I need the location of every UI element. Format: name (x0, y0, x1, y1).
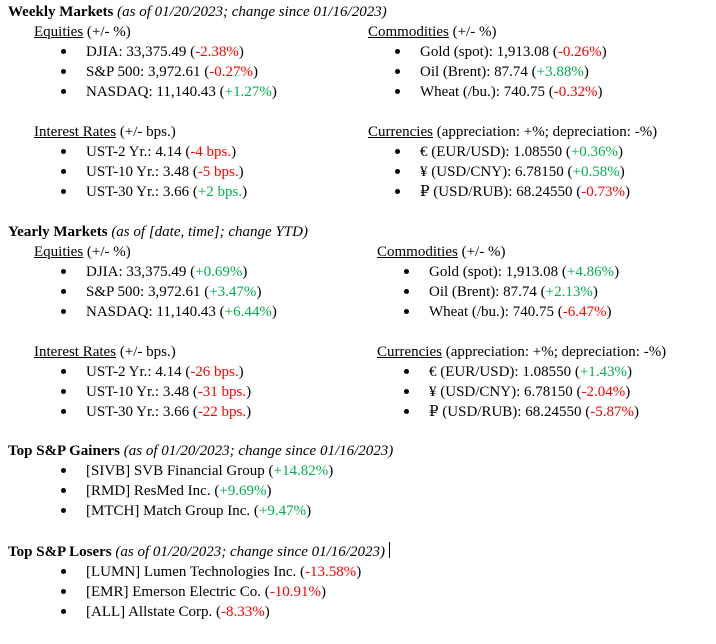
item-tail: ) (601, 44, 607, 60)
item-label: NASDAQ: 11,140.43 ( (86, 84, 225, 100)
group-suffix: (+/- %) (83, 244, 131, 260)
item-label: [EMR] Emerson Electric Co. ( (86, 584, 270, 600)
group-header (34, 342, 277, 362)
item-label: NASDAQ: 11,140.43 ( (86, 304, 225, 320)
item-label: € (EUR/USD): 1.08550 ( (420, 144, 571, 160)
item-tail: ) (238, 44, 244, 60)
item-tail: ) (583, 64, 589, 80)
item-label: ₽ (USD/RUB): 68.24550 ( (429, 404, 591, 420)
list-item (34, 362, 277, 382)
section-header (8, 542, 708, 562)
market-group (34, 342, 277, 422)
item-label: UST-10 Yr.: 3.48 ( (86, 164, 198, 180)
item-label: S&P 500: 3,972.61 ( (86, 284, 210, 300)
list-item (377, 262, 666, 282)
group-suffix: (+/- %) (457, 244, 506, 260)
group-title: Commodities (368, 24, 449, 40)
item-tail: ) (619, 164, 625, 180)
group-header (368, 122, 657, 142)
item-tail: ) (271, 304, 277, 320)
group-suffix: (+/- %) (448, 24, 497, 40)
item-tail: ) (264, 604, 270, 620)
group-title: Interest Rates (34, 124, 117, 140)
item-label: Gold (spot): 1,913.08 ( (420, 44, 558, 60)
market-group (34, 242, 277, 322)
list-item (377, 402, 666, 422)
list-item (368, 42, 657, 62)
list-item (368, 182, 657, 202)
item-label: € (EUR/USD): 1.08550 ( (429, 364, 580, 380)
group-title: Equities (34, 244, 84, 260)
item-label: Wheat (/bu.): 740.75 ( (429, 304, 563, 320)
change-value: +14.82% (273, 463, 329, 479)
group-header (377, 342, 666, 362)
item-tail: ) (242, 264, 248, 280)
left-column (34, 22, 277, 222)
item-label: Oil (Brent): 87.74 ( (420, 64, 537, 80)
change-value: +1.27% (224, 84, 272, 100)
item-tail: ) (238, 364, 244, 380)
list-item (34, 302, 277, 322)
item-tail: ) (271, 84, 277, 100)
item-label: Wheat (/bu.): 740.75 ( (420, 84, 554, 100)
change-value: +3.88% (536, 64, 584, 80)
change-value: +9.47% (258, 503, 307, 519)
list-item (34, 182, 277, 202)
item-label: UST-2 Yr.: 4.14 ( (86, 144, 191, 160)
group-title: Equities (34, 24, 84, 40)
item-tail: ) (618, 144, 624, 160)
change-value: -13.58% (305, 564, 357, 580)
list-item (34, 461, 708, 481)
item-tail: ) (592, 284, 598, 300)
list-item (368, 82, 657, 102)
group-header (34, 242, 277, 262)
list-item (34, 162, 277, 182)
item-label: UST-2 Yr.: 4.14 ( (86, 364, 191, 380)
list-item (34, 501, 708, 521)
change-value: +3.47% (209, 284, 257, 300)
change-value: +1.43% (579, 364, 628, 380)
change-value: +2 bps. (197, 184, 243, 200)
change-value: -0.73% (581, 184, 625, 200)
item-tail: ) (627, 364, 633, 380)
item-label: [RMD] ResMed Inc. ( (86, 483, 220, 499)
list-item (377, 282, 666, 302)
change-value: -8.33% (220, 604, 265, 620)
change-value: -26 bps. (190, 364, 239, 380)
item-label: [SIVB] SVB Financial Group ( (86, 463, 274, 479)
item-tail: ) (256, 284, 262, 300)
item-tail: ) (252, 64, 258, 80)
change-value: +2.13% (545, 284, 593, 300)
change-value: +0.58% (572, 164, 620, 180)
list-item (368, 62, 657, 82)
item-tail: ) (597, 84, 603, 100)
group-title: Currencies (368, 124, 433, 140)
group-title: Interest Rates (34, 344, 117, 360)
item-tail: ) (328, 463, 334, 479)
section-title: Top S&P Gainers (8, 443, 120, 459)
change-value: -5 bps. (197, 164, 239, 180)
right-column (368, 22, 657, 222)
section-subtitle: (as of [date, time]; change YTD) (111, 224, 308, 240)
change-value: -0.26% (557, 44, 602, 60)
group-suffix: (appreciation: +%; depreciation: -%) (441, 344, 667, 360)
list-item (34, 562, 708, 582)
group-list (377, 362, 666, 422)
market-group (368, 122, 657, 202)
group-suffix: (+/- bps.) (116, 344, 176, 360)
list-item (34, 582, 708, 602)
change-value: +9.69% (219, 483, 267, 499)
list-item (34, 481, 708, 501)
group-header (368, 22, 657, 42)
change-value: -22 bps. (197, 404, 247, 420)
group-list (34, 362, 277, 422)
item-tail: ) (231, 144, 237, 160)
item-tail: ) (614, 264, 620, 280)
item-tail: ) (625, 384, 631, 400)
section-header (8, 2, 708, 22)
list-item (377, 382, 666, 402)
group-list (34, 42, 277, 102)
losers-list (34, 562, 708, 622)
list-item (34, 402, 277, 422)
market-group (34, 122, 277, 202)
top-losers-section (8, 542, 708, 622)
section-subtitle: (as of 01/20/2023; change since 01/16/2023) (123, 443, 394, 459)
list-item (34, 42, 277, 62)
section-subtitle: (as of 01/20/2023; change since 01/16/2023) (117, 4, 387, 20)
text-cursor (389, 542, 390, 558)
section-subtitle: (as of 01/20/2023; change since 01/16/2023) (115, 544, 385, 560)
item-label: Gold (spot): 1,913.08 ( (429, 264, 567, 280)
item-tail: ) (624, 184, 630, 200)
list-item (34, 382, 277, 402)
group-title: Commodities (377, 244, 458, 260)
list-item (34, 602, 708, 622)
item-label: DJIA: 33,375.49 ( (86, 44, 196, 60)
right-column (377, 242, 666, 442)
item-tail: ) (633, 404, 639, 420)
change-value: -5.87% (590, 404, 634, 420)
item-tail: ) (306, 503, 312, 519)
left-column (34, 242, 277, 442)
group-list (34, 142, 277, 202)
list-item (34, 262, 277, 282)
item-tail: ) (242, 184, 248, 200)
item-label: DJIA: 33,375.49 ( (86, 264, 196, 280)
change-value: +4.86% (566, 264, 615, 280)
section-header (8, 441, 708, 461)
group-list (368, 42, 657, 102)
section-header (8, 222, 708, 242)
weekly-markets-section (8, 2, 708, 200)
item-label: [MTCH] Match Group Inc. ( (86, 503, 259, 519)
item-label: UST-30 Yr.: 3.66 ( (86, 184, 198, 200)
gainers-list (34, 461, 708, 521)
market-group (377, 342, 666, 422)
change-value: +0.69% (195, 264, 243, 280)
group-list (368, 142, 657, 202)
item-tail: ) (266, 483, 272, 499)
group-title: Currencies (377, 344, 442, 360)
group-suffix: (+/- %) (83, 24, 131, 40)
item-label: [LUMN] Lumen Technologies Inc. ( (86, 564, 306, 580)
item-label: [ALL] Allstate Corp. ( (86, 604, 221, 620)
change-value: +0.36% (570, 144, 619, 160)
change-value: -6.47% (562, 304, 607, 320)
change-value: +6.44% (224, 304, 272, 320)
section-title: Yearly Markets (8, 224, 108, 240)
item-tail: ) (246, 384, 252, 400)
item-label: S&P 500: 3,972.61 ( (86, 64, 210, 80)
item-label: ₽ (USD/RUB): 68.24550 ( (420, 184, 582, 200)
group-list (377, 262, 666, 322)
list-item (368, 162, 657, 182)
list-item (34, 142, 277, 162)
market-group (377, 242, 666, 322)
group-list (34, 262, 277, 322)
group-header (34, 122, 277, 142)
change-value: -0.32% (553, 84, 598, 100)
list-item (368, 142, 657, 162)
change-value: -2.38% (195, 44, 239, 60)
item-label: UST-10 Yr.: 3.48 ( (86, 384, 198, 400)
top-gainers-section (8, 441, 708, 521)
item-tail: ) (320, 584, 326, 600)
change-value: -0.27% (209, 64, 253, 80)
list-item (377, 362, 666, 382)
market-group (34, 22, 277, 102)
market-group (368, 22, 657, 102)
group-suffix: (+/- bps.) (116, 124, 176, 140)
group-header (34, 22, 277, 42)
group-header (377, 242, 666, 262)
section-title: Top S&P Losers (8, 544, 112, 560)
item-label: UST-30 Yr.: 3.66 ( (86, 404, 198, 420)
change-value: -4 bps. (190, 144, 232, 160)
item-tail: ) (246, 404, 252, 420)
list-item (377, 302, 666, 322)
list-item (34, 282, 277, 302)
group-suffix: (appreciation: +%; depreciation: -%) (432, 124, 658, 140)
yearly-markets-section (8, 222, 708, 420)
item-tail: ) (238, 164, 244, 180)
item-label: ¥ (USD/CNY): 6.78150 ( (420, 164, 573, 180)
item-tail: ) (356, 564, 362, 580)
list-item (34, 82, 277, 102)
item-label: Oil (Brent): 87.74 ( (429, 284, 546, 300)
change-value: -2.04% (581, 384, 626, 400)
change-value: -31 bps. (197, 384, 247, 400)
change-value: -10.91% (269, 584, 321, 600)
section-title: Weekly Markets (8, 4, 114, 20)
list-item (34, 62, 277, 82)
item-label: ¥ (USD/CNY): 6.78150 ( (429, 384, 582, 400)
item-tail: ) (606, 304, 612, 320)
